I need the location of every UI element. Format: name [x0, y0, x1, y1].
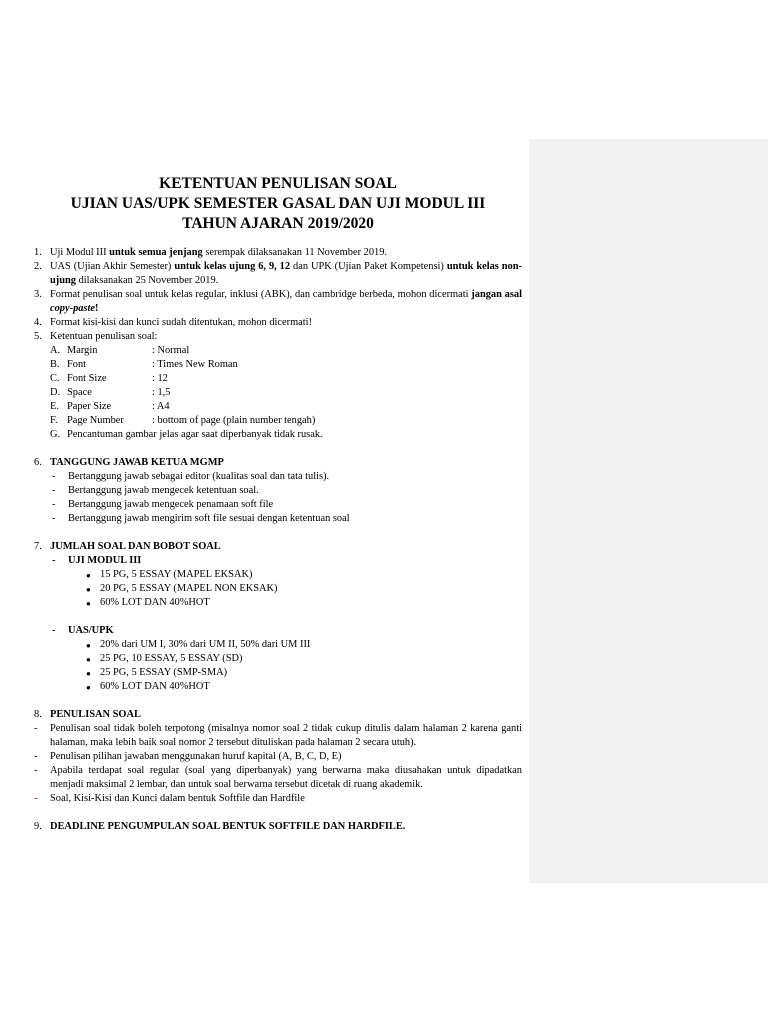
list-item — [34, 498, 522, 512]
dash-marker: - — [52, 513, 56, 524]
dash-marker: - — [52, 625, 56, 636]
item-text: Format penulisan soal untuk kelas regular, inklusi (ABK), dan cambridge berbeda, mohon dicermati — [50, 289, 472, 300]
list-item — [34, 512, 522, 526]
list-item — [34, 792, 522, 806]
dash-marker: - — [34, 723, 38, 734]
format-letter: F. — [50, 415, 58, 426]
item-text: 20% dari UM I, 30% dari UM II, 50% dari UM III — [100, 639, 311, 650]
format-value: : Times New Roman — [152, 359, 238, 370]
item-number: 1. — [34, 247, 42, 258]
bullet-marker: ● — [86, 571, 91, 580]
item-text: 25 PG, 5 ESSAY (SMP-SMA) — [100, 667, 228, 678]
format-letter: B. — [50, 359, 60, 370]
format-row — [34, 428, 522, 442]
format-letter: E. — [50, 401, 59, 412]
item-bold-text: untuk kelas ujung 6, 9, 12 — [174, 261, 291, 272]
item-bold-italic-text: copy-paste — [50, 303, 96, 314]
item-text: UAS (Ujian Akhir Semester) — [50, 261, 175, 272]
item-text: 60% LOT DAN 40%HOT — [100, 681, 210, 692]
format-rules — [34, 344, 522, 442]
item-number: 6. — [34, 457, 42, 468]
title-line-3: TAHUN AJARAN 2019/2020 — [182, 215, 374, 232]
item-bold-text: untuk kelas non-ujung — [50, 261, 522, 286]
item-text: dan UPK (Ujian Paket Kompetensi) — [290, 261, 447, 272]
item-text: Ketentuan penulisan soal: — [50, 331, 158, 342]
list-item-5 — [34, 330, 522, 344]
format-key: Margin — [67, 345, 98, 356]
item-text: Penulisan pilihan jawaban menggunakan huruf kapital (A, B, C, D, E) — [50, 751, 342, 762]
format-letter: C. — [50, 373, 60, 384]
dash-marker: - — [52, 499, 56, 510]
bullet-marker: ● — [86, 585, 91, 594]
bullet-marker: ● — [86, 683, 91, 692]
list-item-3 — [34, 288, 522, 316]
list-item — [34, 568, 522, 582]
item-text: 15 PG, 5 ESSAY (MAPEL EKSAK) — [100, 569, 253, 580]
section-heading: PENULISAN SOAL — [50, 709, 141, 720]
item-number: 5. — [34, 331, 42, 342]
rules-list — [34, 246, 522, 834]
format-value: : A4 — [152, 401, 170, 412]
list-item-4 — [34, 316, 522, 330]
title-line-1: KETENTUAN PENULISAN SOAL — [159, 175, 397, 192]
comment-pane[interactable] — [529, 139, 768, 883]
item-number: 9. — [34, 821, 42, 832]
group-heading — [34, 554, 522, 568]
section-heading: DEADLINE PENGUMPULAN SOAL BENTUK SOFTFILE DAN HARDFILE. — [50, 821, 406, 832]
format-letter: D. — [50, 387, 61, 398]
format-value: : Normal — [152, 345, 190, 356]
list-item — [34, 596, 522, 610]
bullet-marker: ● — [86, 599, 91, 608]
item-text: Uji Modul III — [50, 247, 110, 258]
list-item — [34, 764, 522, 792]
dash-marker: - — [34, 765, 38, 776]
item-text: Apabila terdapat soal regular (soal yang diperbanyak) yang berwarna maka diusahakan untuk dipadatkan menjadi maksimal 2 lembar, dan untuk soal berwarna tersebut dicetak di ruang akademik. — [50, 765, 522, 790]
item-text: 60% LOT DAN 40%HOT — [100, 597, 210, 608]
list-item — [34, 680, 522, 694]
group-title: UAS/UPK — [68, 625, 114, 636]
item-number: 8. — [34, 709, 42, 720]
item-text: Format kisi-kisi dan kunci sudah ditentukan, mohon dicermati! — [50, 317, 313, 328]
list-item-2 — [34, 260, 522, 288]
bullet-marker: ● — [86, 655, 91, 664]
item-text: serempak dilaksanakan 11 November 2019. — [202, 247, 387, 258]
item-text: Bertanggung jawab mengecek ketentuan soal. — [68, 485, 259, 496]
dash-marker: - — [34, 751, 38, 762]
format-row — [34, 358, 522, 372]
bullet-marker: ● — [86, 641, 91, 650]
item-text: Bertanggung jawab mengirim soft file sesuai dengan ketentuan soal — [68, 513, 350, 524]
list-item-6 — [34, 456, 522, 470]
item-text: Bertanggung jawab sebagai editor (kualitas soal dan tata tulis). — [68, 471, 330, 482]
list-item — [34, 722, 522, 750]
item-bold-text: jangan asal — [471, 289, 522, 300]
format-key: Page Number — [67, 415, 124, 426]
document-page — [34, 174, 522, 834]
format-key: Font — [67, 359, 87, 370]
item-number: 7. — [34, 541, 42, 552]
list-item — [34, 470, 522, 484]
format-key: Font Size — [67, 373, 107, 384]
bullet-marker: ● — [86, 669, 91, 678]
item-text: 25 PG, 10 ESSAY, 5 ESSAY (SD) — [100, 653, 243, 664]
format-key: Pencantuman gambar jelas agar saat diperbanyak tidak rusak. — [67, 429, 323, 440]
item-text: Soal, Kisi-Kisi dan Kunci dalam bentuk Softfile dan Hardfile — [50, 793, 305, 804]
item-number: 4. — [34, 317, 42, 328]
format-row — [34, 344, 522, 358]
list-item — [34, 484, 522, 498]
item-text: dilaksanakan 25 November 2019. — [76, 275, 219, 286]
format-value: : 1,5 — [152, 387, 171, 398]
format-letter: A. — [50, 345, 61, 356]
format-row — [34, 372, 522, 386]
section-heading: TANGGUNG JAWAB KETUA MGMP — [50, 457, 224, 468]
section-heading: JUMLAH SOAL DAN BOBOT SOAL — [50, 541, 221, 552]
dash-marker: - — [52, 485, 56, 496]
format-value: : 12 — [152, 373, 168, 384]
item-number: 3. — [34, 289, 42, 300]
item-bold-text: untuk semua jenjang — [109, 247, 203, 258]
format-row — [34, 400, 522, 414]
item-text: 20 PG, 5 ESSAY (MAPEL NON EKSAK) — [100, 583, 278, 594]
list-item-9 — [34, 820, 522, 834]
format-row — [34, 386, 522, 400]
format-row — [34, 414, 522, 428]
dash-marker: - — [52, 555, 56, 566]
item-text: Bertanggung jawab mengecek penamaan soft file — [68, 499, 274, 510]
dash-marker: - — [34, 793, 38, 804]
format-key: Space — [67, 387, 92, 398]
item-number: 2. — [34, 261, 42, 272]
title-line-2: UJIAN UAS/UPK SEMESTER GASAL DAN UJI MODUL III — [70, 195, 486, 212]
format-letter: G. — [50, 429, 61, 440]
dash-marker: - — [52, 471, 56, 482]
list-item — [34, 666, 522, 680]
list-item — [34, 582, 522, 596]
list-item — [34, 638, 522, 652]
format-value: : bottom of page (plain number tengah) — [152, 415, 316, 426]
list-item-7 — [34, 540, 522, 554]
item-text: Penulisan soal tidak boleh terpotong (misalnya nomor soal 2 tidak cukup ditulis dalam halaman 2 karena ganti halaman, maka lebih baik soal nomor 2 tersebut dituliskan pada halaman 2 secara utuh). — [50, 723, 522, 748]
format-key: Paper Size — [67, 401, 112, 412]
list-item — [34, 750, 522, 764]
item-bold-text: ! — [95, 303, 99, 314]
group-heading — [34, 624, 522, 638]
list-item-8 — [34, 708, 522, 722]
list-item-1 — [34, 246, 522, 260]
list-item — [34, 652, 522, 666]
group-title: UJI MODUL III — [68, 555, 142, 566]
